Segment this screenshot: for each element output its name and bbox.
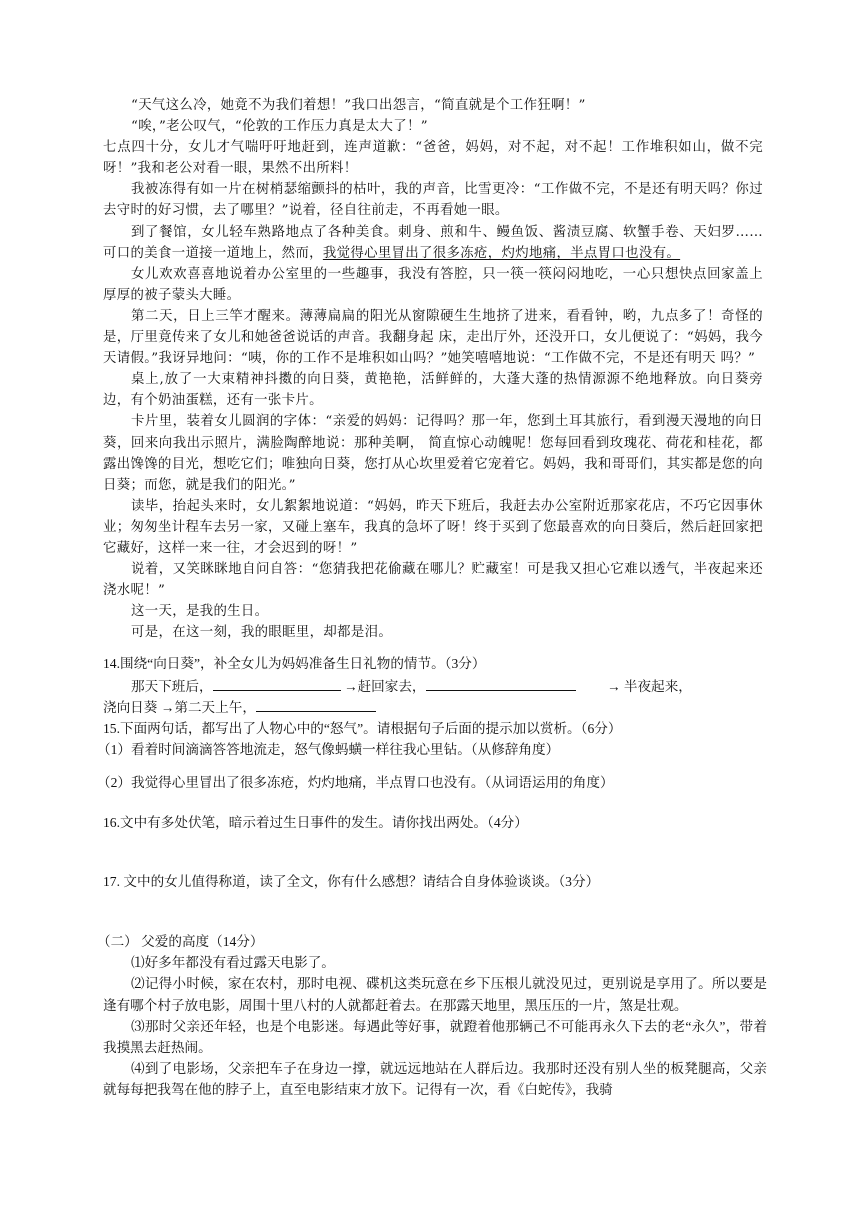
answer-blank[interactable]: [426, 676, 576, 691]
q14-text-b: →赶回家去，: [343, 679, 426, 694]
paragraph: ⑷到了电影场，父亲把车子在身边一撑，就远远地站在人群后边。我那时还没有别人坐的板凳腿高，父亲就每每把我驾在他的脖子上，直至电影结束才放下。记得有一次，看《白蛇传》，我骑: [103, 1061, 767, 1098]
paragraph: 桌上,放了一大束精神抖擞的向日葵，黄艳艳，活鲜鲜的，大蓬大蓬的热情源源不绝地释放。向日葵旁边，有个奶油蛋糕，还有一张卡片。: [103, 372, 763, 409]
paragraph: 女儿欢欢喜喜地说着办公室里的一些趣事，我没有答腔，只一筷一筷闷闷地吃，一心只想快点回家盖上厚厚的被子蒙头大睡。: [103, 266, 763, 303]
story-text: [103, 95, 763, 643]
paragraph: “唉，”老公叹气，“伦敦的工作压力真是太大了！”: [131, 119, 428, 135]
question-15-item-2: （2）我觉得心里冒出了很多冻疮，灼灼地痛，半点胃口也没有。（从词语运用的角度）: [97, 775, 614, 790]
paragraph: ⑵记得小时候，家在农村，那时电视、碟机这类玩意在乡下压根儿就没见过，更别说是享用了。所以要是逢有哪个村子放电影，周围十里八村的人就都赶着去。在那露天地里，黑压压的一片，煞是壮观。: [103, 976, 767, 1013]
paragraph: 卡片里，装着女儿圆润的字体：“亲爱的妈妈：记得吗？那一年，您到土耳其旅行，看到漫天漫地的向日葵，回来向我出示照片，满脸陶醉地说：那种美啊， 简直惊心动魄呢！您每回看到玫瑰花、荷花和桂花，都露出馋馋的目光，想吃它们；唯独向日葵，您打从心坎里爱着它宠着它。妈妈，我和哥哥们，其实都是您的向日葵；而您，就是我们的阳光。”: [103, 414, 763, 493]
paragraph: 读毕，抬起头来时，女儿絮絮地说道：“妈妈，昨天下班后，我赶去办公室附近那家花店，不巧它因事休业；匆匆坐计程车去另一家，又碰上塞车，我真的急坏了呀！终于买到了您最喜欢的向日葵后，然后赶回家把它藏好，这样一来一往，才会迟到的呀！”: [103, 498, 763, 556]
paragraph: 七点四十分，女儿才气喘吁吁地赶到，连声道歉：“爸爸，妈妈，对不起，对不起！工作堆积如山，做不完呀！”我和老公对看一眼，果然不出所料！: [103, 140, 763, 177]
question-15-title: 15.下面两句话，都写出了人物心中的“怒气”。请根据句子后面的提示加以赏析。（6分）: [103, 721, 622, 736]
paragraph: ⑶那时父亲还年轻，也是个电影迷。每遇此等好事，就蹬着他那辆己不可能再永久下去的老“永久”，带着我摸黑去赶热闹。: [103, 1018, 767, 1056]
question-14-line-2: [103, 697, 783, 718]
question-17: 17. 文中的女儿值得称道，读了全文，你有什么感想？请结合自身体验谈谈。（3分）: [103, 874, 600, 889]
paragraph: [103, 222, 763, 264]
question-16: 16.文中有多处伏笔，暗示着过生日事件的发生。请你找出两处。（4分）: [103, 815, 528, 830]
answer-blank[interactable]: [213, 676, 341, 691]
question-14-line-1: [131, 676, 783, 697]
section-2: [97, 931, 767, 1101]
paragraph: ⑴好多年都没有看过露天电影了。: [131, 955, 335, 971]
underlined-sentence: 我觉得心里冒出了很多冻疮，灼灼地痛，半点胃口也没有。: [322, 245, 681, 261]
q14-text-c: → 半夜起来，: [606, 679, 692, 694]
section-heading: （二） 父爱的高度（14分）: [97, 934, 264, 949]
paragraph: 我被冻得有如一片在树梢瑟缩颤抖的枯叶，我的声音，比雪更冷：“工作做不完，不是还有明天吗？你过去守时的好习惯，去了哪里？”说着，径自往前走，不再看她一眼。: [103, 182, 763, 219]
q14-text-a: 那天下班后，: [131, 679, 213, 694]
paragraph: 可是，在这一刻，我的眼眶里，却都是泪。: [131, 625, 393, 641]
paragraph-text: 到了餐馆，女儿轻车熟路地点了各种美食。刺身、煎和牛、鳗鱼饭、酱渍豆腐、软蟹手卷、天妇罗……可口的美食一道接一道地上，然而，: [103, 224, 763, 261]
q14-text-d: 浇向日葵 →第二天上午，: [103, 700, 256, 715]
paragraph: 第二天，日上三竿才醒来。薄薄扁扁的阳光从窗隙硬生生地挤了进来，看看钟，哟，九点多了！奇怪的是，厅里竟传来了女儿和她爸爸说话的声音。我翻身起 床，走出厅外，还没开口，女儿便说了：“妈妈，我今天请假。”我讶异地问：“咦，你的工作不是堆积如山吗？”她笑嘻嘻地说：“工作做不完，不是还有明天 吗？”: [103, 308, 763, 367]
paragraph: 说着，又笑眯眯地自问自答：“您猜我把花偷藏在哪儿？贮藏室！可是我又担心它难以透气，半夜起来还浇水呢！”: [103, 562, 763, 599]
question-15-item-1: （1）看着时间滴滴答答地流走，怒气像蚂蟥一样往我心里钻。（从修辞角度）: [97, 742, 560, 757]
question-14-title: 14.围绕“向日葵”，补全女儿为妈妈准备生日礼物的情节。（3分）: [103, 656, 486, 671]
answer-blank[interactable]: [256, 697, 376, 712]
paragraph: “天气这么冷，她竟不为我们着想！”我口出怨言，“简直就是个工作狂啊！”: [131, 98, 586, 113]
paragraph: 这一天，是我的生日。: [131, 604, 269, 620]
